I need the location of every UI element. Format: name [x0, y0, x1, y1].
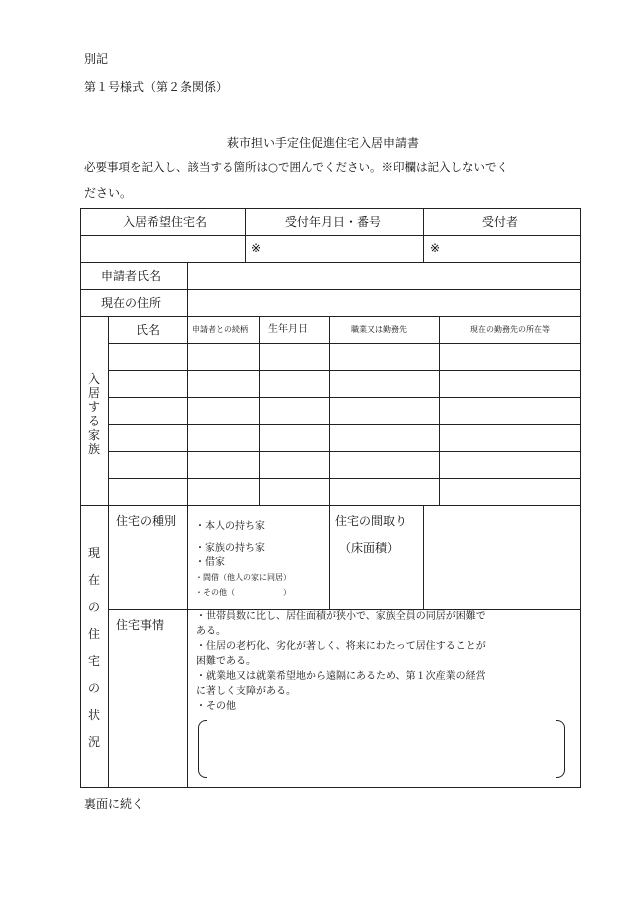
- family-label: 入居する家族: [88, 372, 101, 456]
- applicant-name-label: 申請者氏名: [101, 269, 162, 283]
- appendix-label: 別記: [84, 52, 109, 66]
- circumstance-3b: に著しく支障がある。: [196, 686, 296, 697]
- circumstance-2a: ・住居の老朽化、劣化が著しく、将来にわたって居住することが: [196, 641, 486, 652]
- housing-type-rent: ・借家: [195, 557, 225, 568]
- housing-type-lodging: ・間借（他人の家に同居）: [195, 573, 291, 582]
- other-bracket-right: [556, 720, 565, 778]
- office-use-mark-1: ※: [251, 241, 262, 255]
- instruction-line-1: 必要事項を記入し、該当する箇所は○で囲んでください。※印欄は記入しないでく: [84, 160, 509, 174]
- col-desired-house: 入居希望住宅名: [123, 215, 208, 229]
- instruction-line-2: ださい。: [84, 186, 133, 200]
- current-address-label: 現在の住所: [101, 296, 162, 310]
- family-header-workplace: 現在の勤務先の所在等: [470, 325, 550, 334]
- circumstances-label: 住宅事情: [116, 618, 165, 632]
- col-receiver: 受付者: [482, 215, 519, 229]
- circumstance-2b: 困難である。: [196, 656, 256, 667]
- form-title: 萩市担い手定住促進住宅入居申請書: [227, 136, 420, 150]
- housing-type-label: 住宅の種別: [116, 514, 177, 528]
- form-number: 第１号様式（第２条関係）: [84, 80, 229, 94]
- housing-status-label: 現在の住宅の状況: [88, 546, 101, 749]
- continued-note: 裏面に続く: [84, 797, 145, 811]
- other-bracket-left: [198, 720, 207, 778]
- circumstance-other: ・その他: [196, 701, 236, 712]
- col-received-date: 受付年月日・番号: [285, 215, 382, 229]
- circumstance-3a: ・就業地又は就業希望地から遠隔にあるため、第１次産業の経営: [196, 671, 486, 682]
- circumstance-1b: ある。: [196, 626, 226, 637]
- housing-type-other: ・その他（ ）: [195, 588, 291, 597]
- family-header-name: 氏名: [136, 323, 161, 337]
- room-layout-label: 住宅の間取り: [335, 514, 408, 528]
- housing-type-family: ・家族の持ち家: [195, 543, 265, 554]
- office-use-mark-2: ※: [430, 241, 441, 255]
- circumstance-1a: ・世帯員数に比し、居住面積が狭小で、家族全員の同居が困難で: [196, 611, 486, 622]
- housing-type-own: ・本人の持ち家: [195, 521, 265, 532]
- family-header-occupation: 職業又は勤務先: [351, 325, 407, 334]
- family-header-relation: 申請者との続柄: [192, 325, 248, 334]
- family-header-birth: 生年月日: [268, 324, 308, 335]
- floor-area-label: （床面積）: [339, 541, 400, 555]
